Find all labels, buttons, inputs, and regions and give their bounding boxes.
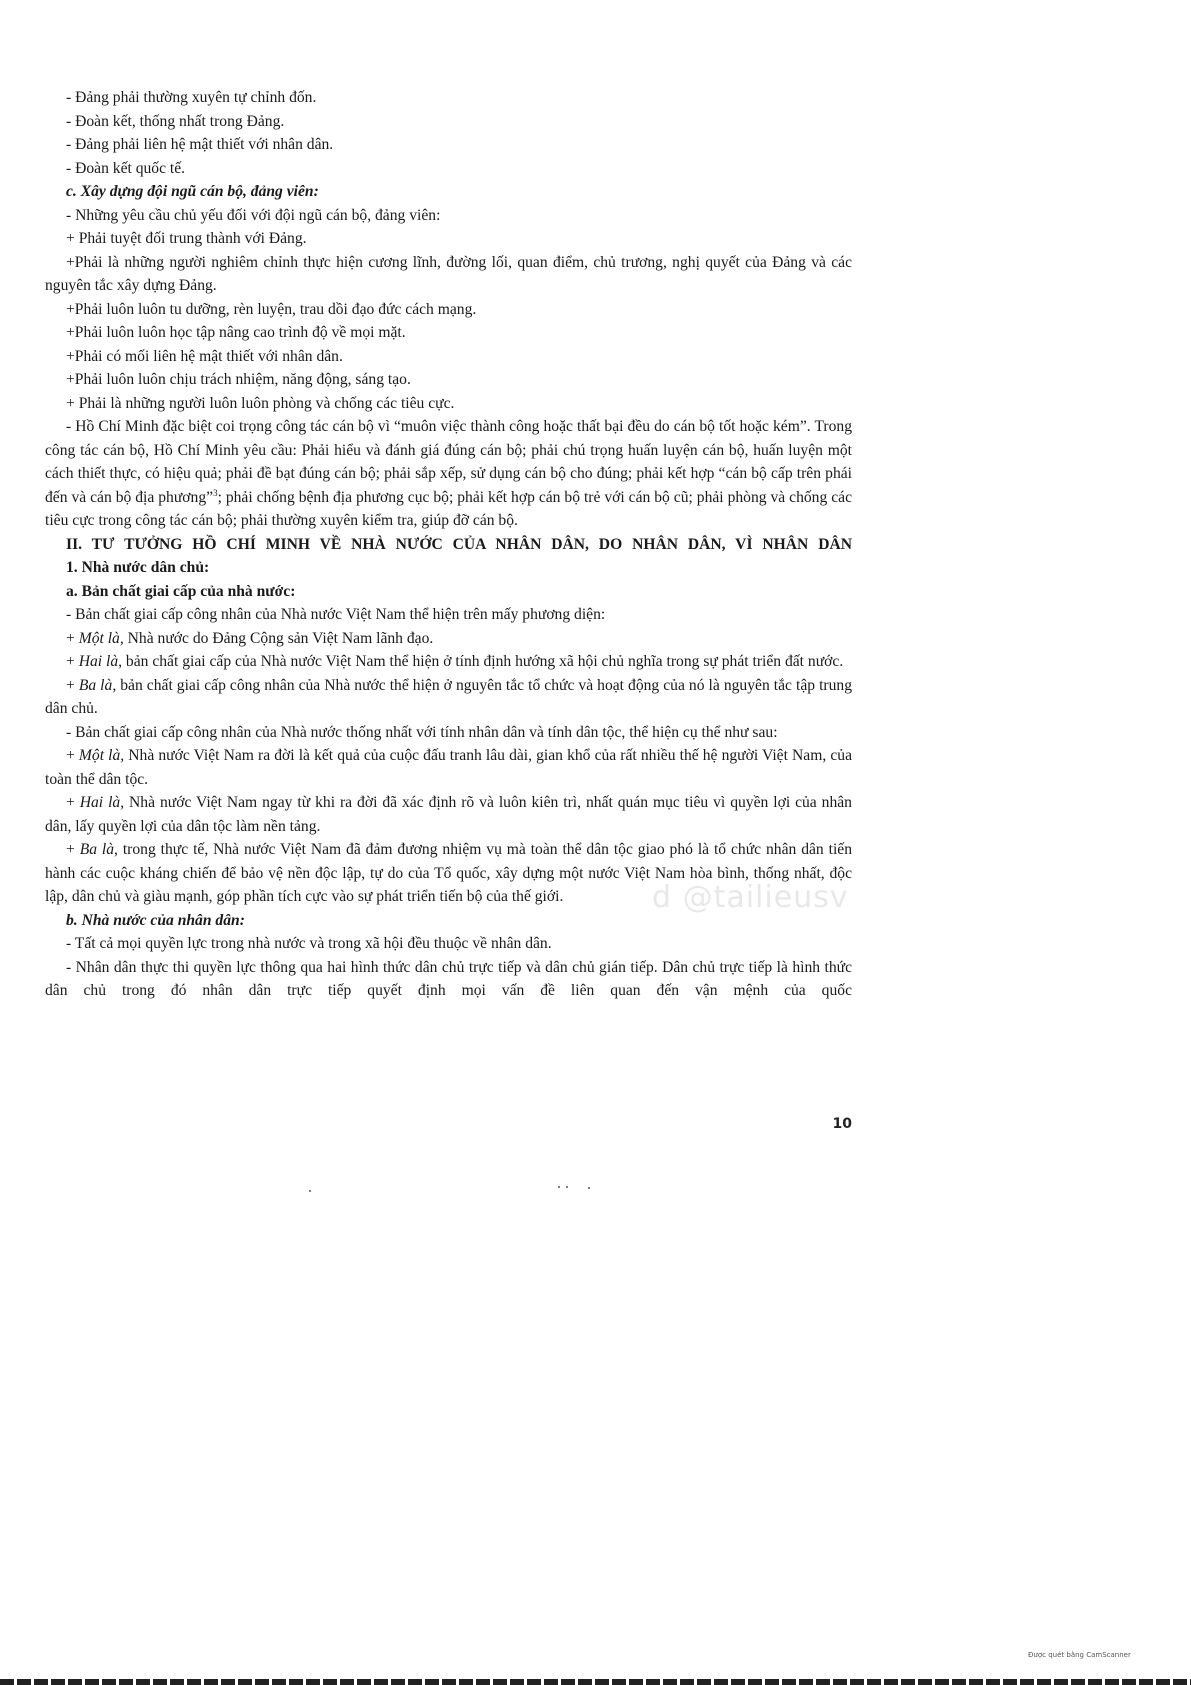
paragraph: - Đoàn kết quốc tế.: [66, 159, 186, 177]
paragraph: +Phải luôn luôn tu dưỡng, rèn luyện, trau dồi đạo đức cách mạng.: [66, 300, 477, 318]
paragraph: - Những yêu cầu chủ yếu đối với đội ngũ cán bộ, đảng viên:: [66, 206, 441, 224]
paragraph: - Bản chất giai cấp công nhân của Nhà nước thống nhất với tính nhân dân và tính dân tộc, thể hiện cụ thể như sau:: [66, 723, 778, 741]
page-number: 10: [832, 1116, 852, 1132]
subsection-heading: a. Bản chất giai cấp của nhà nước:: [66, 582, 296, 600]
document-body: [45, 86, 852, 1003]
watermark: d @tailieusv: [652, 880, 849, 915]
paragraph-text: - Hồ Chí Minh đặc biệt coi trọng công tác cán bộ vì “muôn việc thành công hoặc thất bại đều do cán bộ tốt hoặc kém”. Trong công tác cán bộ, Hồ Chí Minh yêu cầu: Phải hiểu và đánh giá đúng cán bộ; phải chú trọng huấn luyện cán bộ, huấn luyện một cách thiết thực, có hiệu quả; phải đề bạt đúng cán bộ; phải sắp xếp, sử dụng cán bộ cho đúng; phải kết hợp “cán bộ cấp trên phái đến và cán bộ địa phương”: [45, 418, 852, 506]
paragraph: [45, 650, 852, 674]
paragraph: [45, 674, 852, 721]
paragraph: - Đoàn kết, thống nhất trong Đảng.: [66, 112, 285, 130]
scan-speck: [566, 1186, 568, 1188]
scanner-credit: Được quét bằng CamScanner: [1028, 1651, 1131, 1659]
paragraph: [45, 627, 852, 651]
scan-speck: [558, 1186, 560, 1188]
emphasis: Ba là,: [78, 676, 117, 694]
scan-speck: [588, 1187, 590, 1189]
scan-edge: [0, 1679, 1191, 1685]
lead-marker: +: [66, 841, 80, 858]
paragraph-text: Nhà nước do Đảng Cộng sản Việt Nam lãnh đạo.: [123, 629, 434, 647]
paragraph: +Phải có mối liên hệ mật thiết với nhân dân.: [66, 347, 343, 365]
paragraph-text: trong thực tế, Nhà nước Việt Nam đã đảm đương nhiệm vụ mà toàn thể dân tộc giao phó là tổ chức nhân dân tiến hành các cuộc kháng chiến để bảo vệ nền độc lập, tự do của Tổ quốc, xây dựng một nước Việt Nam hòa bình, thống nhất, độc lập, dân chủ và giàu mạnh, góp phần tích cực vào sự phát triển tiến bộ của thế giới.: [45, 841, 852, 905]
paragraph-text: bản chất giai cấp công nhân của Nhà nước thể hiện ở nguyên tắc tổ chức và hoạt động của nó là nguyên tắc tập trung dân chủ.: [45, 676, 852, 717]
emphasis: Ba là,: [79, 841, 118, 858]
section-heading: II. TƯ TƯỞNG HỒ CHÍ MINH VỀ NHÀ NƯỚC CỦA NHÂN DÂN, DO NHÂN DÂN, VÌ NHÂN DÂN: [66, 535, 852, 553]
paragraph: +Phải luôn luôn chịu trách nhiệm, năng động, sáng tạo.: [66, 371, 411, 388]
paragraph: - Nhân dân thực thi quyền lực thông qua hai hình thức dân chủ trực tiếp và dân chủ gián tiếp. Dân chủ trực tiếp là hình thức dân chủ trong đó nhân dân trực tiếp quyết định mọi vấn đề liên quan đến vận mệnh của quốc: [45, 958, 852, 999]
paragraph: [45, 744, 852, 791]
paragraph-text: bản chất giai cấp của Nhà nước Việt Nam thể hiện ở tính định hướng xã hội chủ nghĩa trong sự phát triển đất nước.: [122, 653, 844, 670]
paragraph: +Phải luôn luôn học tập nâng cao trình độ về mọi mặt.: [66, 324, 406, 341]
paragraph-text: Nhà nước Việt Nam ngay từ khi ra đời đã xác định rõ và luôn kiên trì, nhất quán mục tiêu vì quyền lợi của nhân dân, lấy quyền lợi của dân tộc làm nền tảng.: [45, 794, 852, 835]
lead-marker: +: [66, 747, 79, 764]
paragraph: [45, 791, 852, 838]
paragraph: + Phải là những người luôn luôn phòng và chống các tiêu cực.: [66, 394, 455, 412]
emphasis: Hai là,: [79, 794, 125, 811]
emphasis: Hai là,: [78, 653, 123, 670]
paragraph: - Tất cả mọi quyền lực trong nhà nước và trong xã hội đều thuộc về nhân dân.: [66, 935, 552, 952]
lead-marker: +: [66, 653, 79, 670]
footnote-ref: 3: [213, 487, 218, 498]
scan-speck: [309, 1190, 311, 1192]
paragraph-text: Nhà nước Việt Nam ra đời là kết quả của cuộc đấu tranh lâu dài, gian khổ của rất nhiều thế hệ người Việt Nam, của toàn thể dân tộc.: [45, 747, 852, 788]
emphasis: Một là,: [78, 629, 124, 647]
paragraph: - Đảng phải thường xuyên tự chỉnh đốn.: [66, 89, 317, 106]
paragraph: +Phải là những người nghiêm chỉnh thực hiện cương lĩnh, đường lối, quan điểm, chủ trương, nghị quyết của Đảng và các nguyên tắc xây dựng Đảng.: [45, 253, 852, 294]
subsection-heading: 1. Nhà nước dân chủ:: [66, 559, 210, 576]
paragraph: - Bản chất giai cấp công nhân của Nhà nước Việt Nam thể hiện trên mấy phương diện:: [66, 606, 606, 623]
paragraph-cadre-work: [45, 415, 852, 533]
subsection-heading: b. Nhà nước của nhân dân:: [66, 911, 245, 929]
emphasis: Một là,: [78, 747, 125, 764]
lead-marker: +: [66, 629, 79, 647]
lead-marker: +: [66, 794, 80, 811]
paragraph: - Đảng phải liên hệ mật thiết với nhân dân.: [66, 136, 334, 153]
paragraph: + Phải tuyệt đối trung thành với Đảng.: [66, 230, 307, 247]
subsection-heading: c. Xây dựng đội ngũ cán bộ, đảng viên:: [66, 183, 319, 200]
lead-marker: +: [66, 676, 79, 694]
paragraph-text-cont: ; phải chống bệnh địa phương cục bộ; phải kết hợp cán bộ trẻ với cán bộ cũ; phải phòng và chống các tiêu cực trong công tác cán bộ; phải thường xuyên kiểm tra, giúp đỡ cán bộ.: [45, 488, 852, 529]
